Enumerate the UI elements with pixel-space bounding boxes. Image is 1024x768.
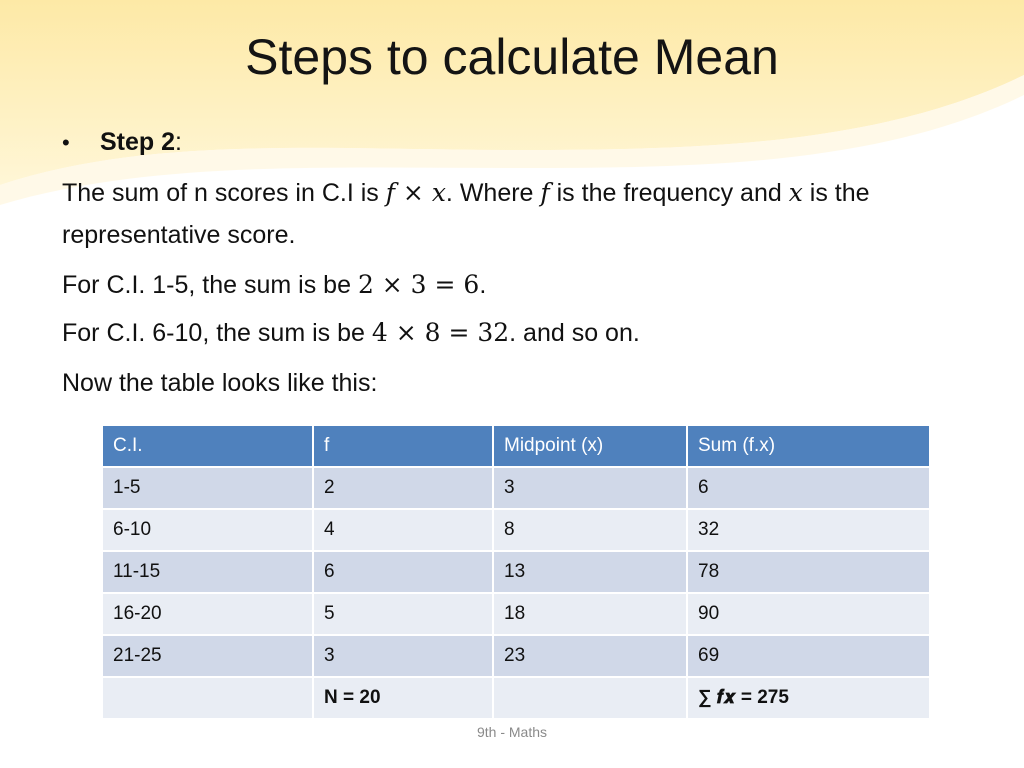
text-segment: For C.I. 1-5, the sum is be — [62, 271, 358, 299]
step-colon: : — [175, 128, 182, 156]
text-segment: . — [479, 271, 487, 299]
cell-sum: 69 — [687, 635, 930, 677]
text-segment: is the frequency and — [549, 179, 789, 207]
cell-midpoint: 3 — [493, 467, 687, 509]
table-row — [102, 509, 930, 551]
cell-total-ci — [102, 677, 313, 719]
paragraph-table-intro: Now the table looks like this: — [62, 369, 378, 397]
cell-ci: 21-25 — [102, 635, 313, 677]
slide-title: Steps to calculate Mean — [245, 29, 779, 85]
text-segment: is the representative score. — [62, 179, 870, 249]
slide-footer: 9th - Maths — [476, 724, 548, 740]
text-segment: . and so on. — [509, 319, 640, 347]
step-heading — [100, 128, 182, 157]
cell-total-midpoint — [493, 677, 687, 719]
cell-sum: 90 — [687, 593, 930, 635]
cell-f: 6 — [313, 551, 493, 593]
table-row — [102, 467, 930, 509]
cell-sum: 32 — [687, 509, 930, 551]
header-midpoint: Midpoint (x) — [493, 425, 687, 467]
table-row — [102, 551, 930, 593]
text-segment: . Where — [445, 179, 541, 207]
math-f-times-x: f × x — [385, 178, 446, 207]
cell-ci: 1-5 — [102, 467, 313, 509]
paragraph-example-1 — [62, 264, 486, 306]
table-row — [102, 593, 930, 635]
math-expression: 2 × 3 = 6 — [357, 270, 480, 299]
text-segment: The sum of n scores in C.I is — [62, 179, 386, 207]
cell-f: 5 — [313, 593, 493, 635]
math-expression: 4 × 8 = 32 — [371, 318, 510, 347]
cell-ci: 16-20 — [102, 593, 313, 635]
table-total-row — [102, 677, 930, 719]
cell-f: 2 — [313, 467, 493, 509]
cell-midpoint: 18 — [493, 593, 687, 635]
header-sum: Sum (f.x) — [687, 425, 930, 467]
sum-symbol: ∑ 𝒇𝒙 — [698, 687, 736, 708]
frequency-table — [101, 424, 931, 720]
cell-sum: 78 — [687, 551, 930, 593]
cell-total-sum — [687, 677, 930, 719]
bullet-dot-icon: • — [62, 130, 70, 155]
header-f: f — [313, 425, 493, 467]
cell-f: 4 — [313, 509, 493, 551]
cell-midpoint: 8 — [493, 509, 687, 551]
cell-ci: 6-10 — [102, 509, 313, 551]
cell-ci: 11-15 — [102, 551, 313, 593]
table-row — [102, 635, 930, 677]
paragraph-example-2 — [62, 312, 640, 354]
cell-f: 3 — [313, 635, 493, 677]
text-segment: For C.I. 6-10, the sum is be — [62, 319, 372, 347]
math-x: x — [788, 178, 803, 207]
sum-value: = 275 — [735, 687, 789, 708]
header-ci: C.I. — [102, 425, 313, 467]
cell-sum: 6 — [687, 467, 930, 509]
table-header-row — [102, 425, 930, 467]
cell-midpoint: 23 — [493, 635, 687, 677]
cell-total-n: N = 20 — [313, 677, 493, 719]
cell-midpoint: 13 — [493, 551, 687, 593]
paragraph-sum-definition — [62, 172, 992, 256]
bullet-step — [62, 128, 182, 157]
math-f: f — [540, 178, 550, 207]
step-label: Step 2 — [100, 128, 176, 156]
